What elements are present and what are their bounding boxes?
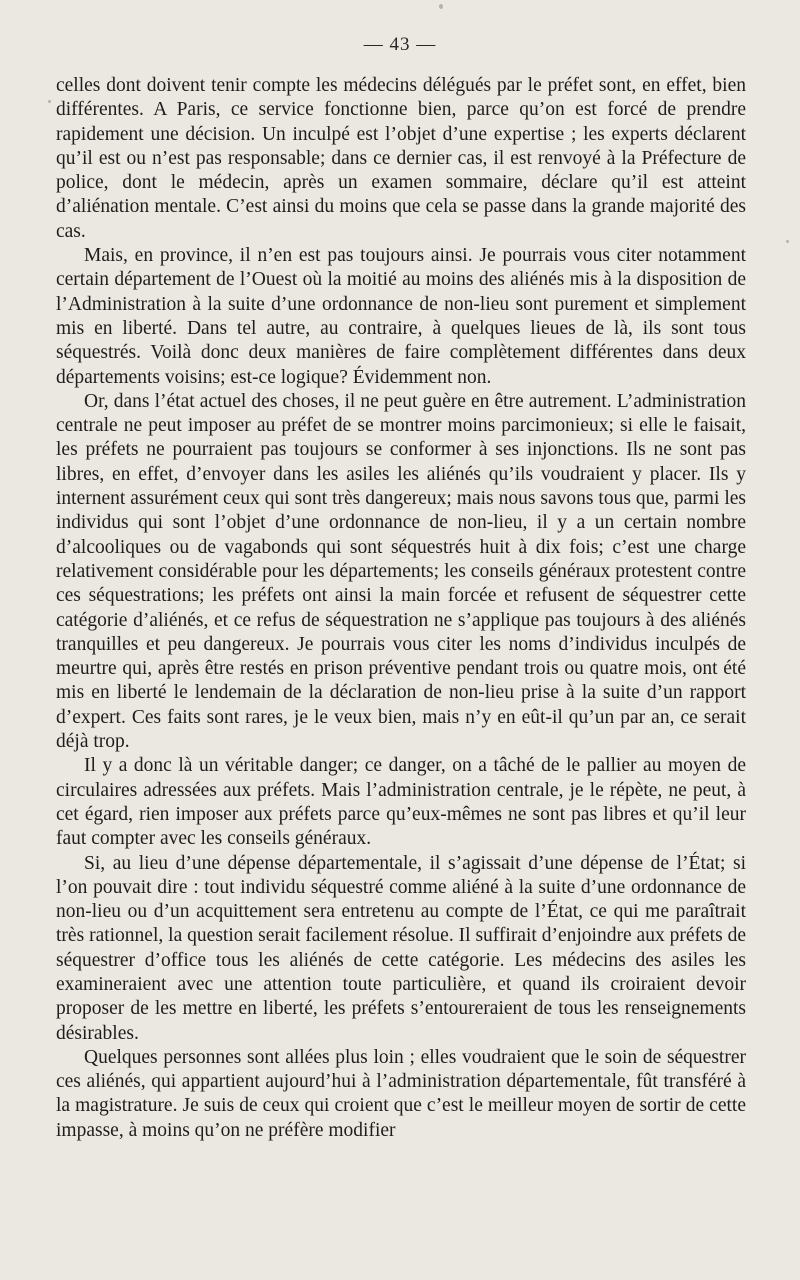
paragraph-1: celles dont doivent tenir compte les médecins délégués par le préfet sont, en effet, bien différentes. A Paris, ce service fonctionne bien, parce qu’on est forcé de prendre rapidement une décision. Un inculpé est l’objet d’une expertise ; les experts déclarent qu’il est ou n’est pas responsable; dans ce dernier cas, il est renvoyé à la Préfecture de police, dont le médecin, après un examen sommaire, déclare qu’il est atteint d’aliénation mentale. C’est ainsi du moins que cela se passe dans la grande majorité des cas. — [56, 75, 746, 242]
paragraph-3: Or, dans l’état actuel des choses, il ne peut guère en être autrement. L’administration centrale ne peut imposer au préfet de se montrer moins parcimonieux; si elle le faisait, les préfets ne pourraient pas toujours se conformer à ses injonctions. Ils ne sont pas libres, en effet, d’envoyer dans les asiles les aliénés qu’ils voudraient y placer. Ils y internent assurément ceux qui sont très dangereux; mais nous savons tous que, parmi les individus qui sont l’objet d’une ordonnance de non-lieu, il y a un certain nombre d’alcooliques ou de vagabonds qui sont séquestrés huit à dix fois; c’est une charge relativement considérable pour les départements; les conseils généraux protestent contre ces séquestrations; les préfets ont ainsi la main forcée et refusent de séquestrer cette catégorie d’aliénés, et ce refus de séquestration ne s’applique pas toujours à des aliénés tranquilles et peu dangereux. Je pourrais vous citer les noms d’individus inculpés de meurtre qui, après être restés en prison préventive pendant trois ou quatre mois, ont été mis en liberté le lendemain de la déclaration de non-lieu prise à la suite d’un rapport d’expert. Ces faits sont rares, je le veux bien, mais n’y en eût-il qu’un par an, ce serait déjà trop. — [56, 390, 746, 753]
paragraph-2: Mais, en province, il n’en est pas toujours ainsi. Je pourrais vous citer notamment certain département de l’Ouest où la moitié au moins des aliénés mis à la disposition de l’Administration à la suite d’une ordonnance de non-lieu sont purement et simplement mis en liberté. Dans tel autre, au contraire, à quelques lieues de là, ils sont tous séquestrés. Voilà donc deux manières de faire complètement différentes dans deux départements voisins; est-ce logique? Évidemment non. — [56, 245, 746, 388]
page-body — [56, 74, 746, 1143]
paper-speck — [439, 4, 443, 9]
page-number-header: — 43 — — [363, 34, 437, 55]
paper-speck — [786, 240, 789, 243]
paragraph-6: Quelques personnes sont allées plus loin ; elles voudraient que le soin de séquestrer ces aliénés, qui appartient aujourd’hui à l’administration départementale, fût transféré à la magistrature. Je suis de ceux qui croient que c’est le meilleur moyen de sortir de cette impasse, à moins qu’on ne préfère modifier — [56, 1046, 746, 1141]
paper-speck — [48, 100, 51, 103]
paragraph-5: Si, au lieu d’une dépense départementale, il s’agissait d’une dépense de l’État; si l’on pouvait dire : tout individu séquestré comme aliéné à la suite d’une ordonnance de non-lieu ou d’un acquittement sera entretenu au compte de l’État, ce qui me paraîtrait très rationnel, la question serait facilement résolue. Il suffirait d’enjoindre aux préfets de séquestrer d’office tous les aliénés de cette catégorie. Les médecins des asiles les examineraient avec une attention toute particulière, et quand ils croiraient devoir proposer de les mettre en liberté, les préfets s’entoureraient de tous les renseignements désirables. — [56, 852, 746, 1044]
paragraph-4: Il y a donc là un véritable danger; ce danger, on a tâché de le pallier au moyen de circulaires adressées aux préfets. Mais l’administration centrale, je le répète, ne peut, à cet égard, rien imposer aux préfets parce qu’eux-mêmes ne sont pas libres et qu’il leur faut compter avec les conseils généraux. — [56, 755, 746, 850]
